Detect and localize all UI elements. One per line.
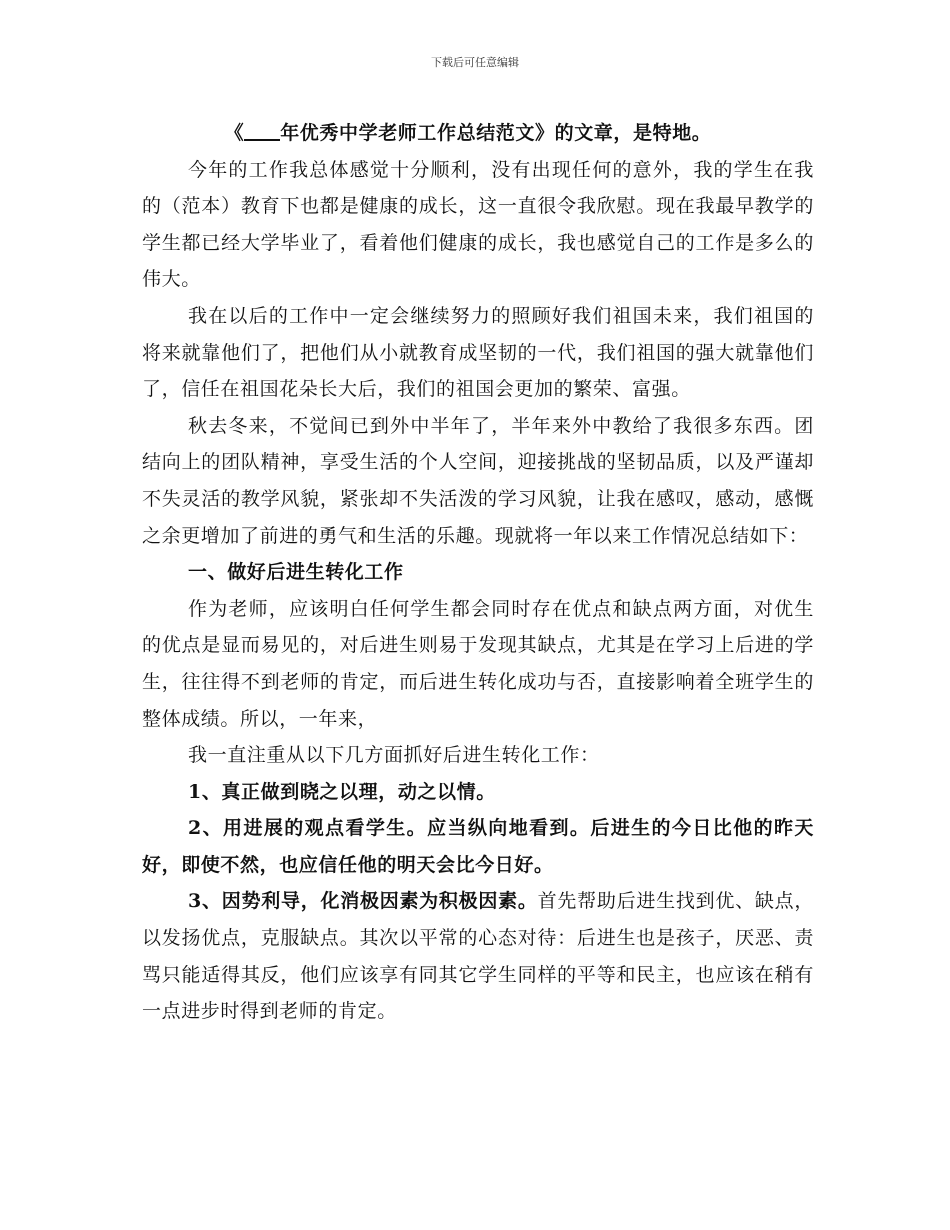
point-3-heading: 3、因势利导，化消极因素为积极因素。 xyxy=(188,890,538,913)
title-blank xyxy=(244,119,280,141)
paragraph-1: 今年的工作我总体感觉十分顺利，没有出现任何的意外，我的学生在我的（范本）教育下也都是健康的成长，这一直很令我欣慰。现在我最早教学的学生都已经大学毕业了，看着他们健康的成长，我也感觉自己的工作是多么的伟大。 xyxy=(142,158,814,291)
title-suffix: 年优秀中学老师工作总结范文》的文章，是特地。 xyxy=(280,122,712,144)
paragraph-5: 我一直注重从以下几方面抓好后进生转化工作： xyxy=(188,744,600,767)
section-heading: 一、做好后进生转化工作 xyxy=(188,561,404,584)
document-body xyxy=(142,115,814,1030)
paragraph-4: 作为老师，应该明白任何学生都会同时存在优点和缺点两方面，对优生的优点是显而易见的，对后进生则易于发现其缺点，尤其是在学习上后进的学生，往往得不到老师的肯定，而后进生转化成功与否，直接影响着全班学生的整体成绩。所以，一年来， xyxy=(142,597,814,730)
paragraph-2: 我在以后的工作中一定会继续努力的照顾好我们祖国未来，我们祖国的将来就靠他们了，把他们从小就教育成坚韧的一代，我们祖国的强大就靠他们了，信任在祖国花朵长大后，我们的祖国会更加的繁荣、富强。 xyxy=(142,304,814,401)
point-2: 2、用进展的观点看学生。应当纵向地看到。后进生的今日比他的昨天好，即使不然，也应信任他的明天会比今日好。 xyxy=(142,817,814,876)
point-3-text: 首先帮助后进生找到优、缺点，以发扬优点，克服缺点。其次以平常的心态对待：后进生也是孩子，厌恶、责骂只能适得其反，他们应该享有同其它学生同样的平等和民主，也应该在稍有一点进步时得到老师的肯定。 xyxy=(142,890,814,1023)
paragraph-3: 秋去冬来，不觉间已到外中半年了，半年来外中教给了我很多东西。团结向上的团队精神，享受生活的个人空间，迎接挑战的坚韧品质，以及严谨却不失灵活的教学风貌，紧张却不失活泼的学习风貌，让我在感叹，感动，感慨之余更增加了前进的勇气和生活的乐趣。现就将一年以来工作情况总结如下： xyxy=(142,414,814,547)
point-1: 1、真正做到晓之以理，动之以情。 xyxy=(188,780,496,803)
title-prefix: 《 xyxy=(224,122,245,144)
page-header: 下载后可任意编辑 xyxy=(431,56,519,69)
point-3 xyxy=(142,883,814,1029)
document-title xyxy=(122,115,814,152)
